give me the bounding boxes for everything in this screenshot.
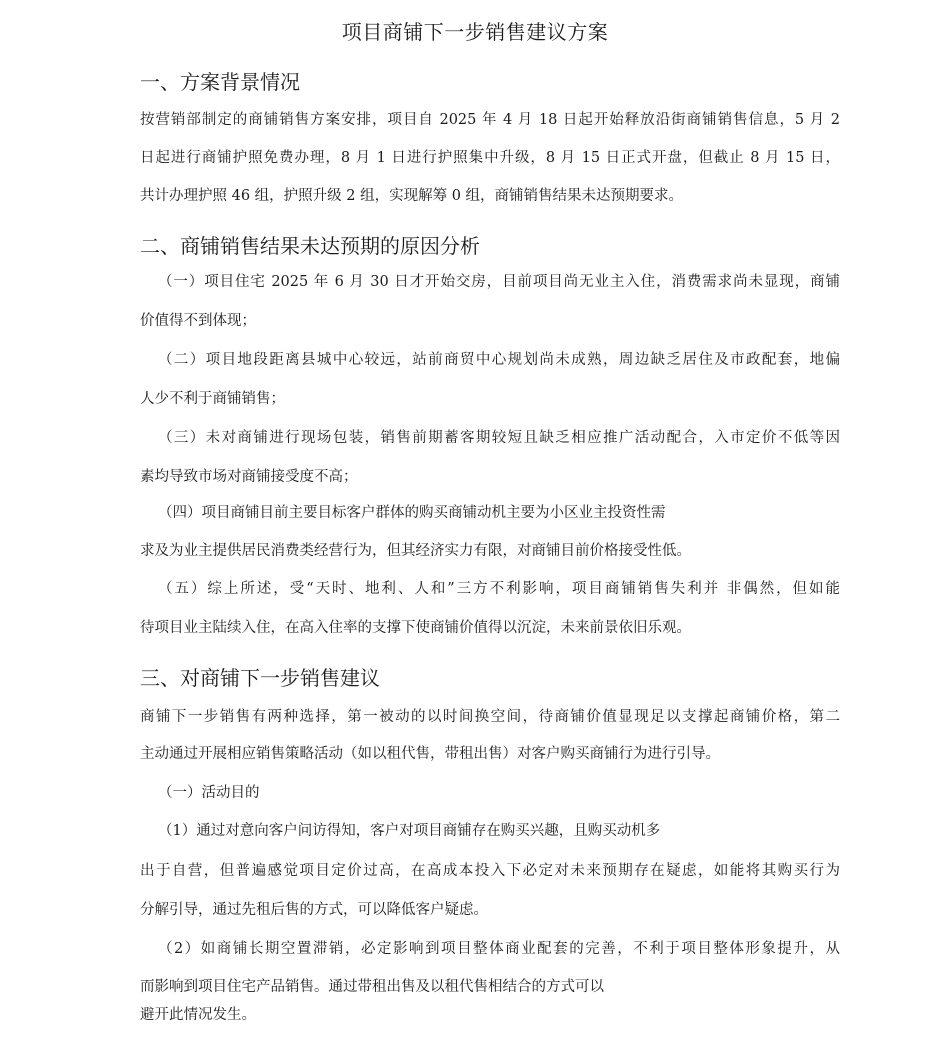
paragraph-line: 按营销部制定的商铺销售方案安排，项目自 2025 年 4 月 18 日起开始释放沿街商铺销售信息，5 月 2 [140,112,840,128]
paragraph-line: 主动通过开展相应销售策略活动（如以租代售，带租出售）对客户购买商铺行为进行引导。 [140,746,720,762]
paragraph-line: （2）如商铺长期空置滞销，必定影响到项目整体商业配套的完善，不利于项目整体形象提升，从 [158,941,840,957]
paragraph-line: 分解引导，通过先租后售的方式，可以降低客户疑虑。 [140,902,488,918]
paragraph-line: 素均导致市场对商铺接受度不高； [140,469,358,485]
paragraph-line: 价值得不到体现； [140,313,256,329]
paragraph-line: （四）项目商铺目前主要目标客户群体的购买商铺动机主要为小区业主投资性需 [158,505,666,521]
paragraph-line: （一）项目住宅 2025 年 6 月 30 日才开始交房，目前项目尚无业主入住，消费需求尚未显现，商铺 [158,274,840,290]
paragraph-line: （五）综上所述，受“天时、地利、人和”三方不利影响，项目商铺销售失利并 非偶然，但如能 [158,581,840,597]
document-title: 项目商铺下一步销售建议方案 [341,20,609,44]
paragraph-line: 待项目业主陆续入住，在高入住率的支撑下使商铺价值得以沉淀，未来前景依旧乐观。 [140,620,691,636]
paragraph-line: （一）活动目的 [158,785,260,801]
paragraph-line: 而影响到项目住宅产品销售。通过带租出售及以租代售相结合的方式可以 [140,979,604,995]
paragraph-line: （三）未对商铺进行现场包装，销售前期蓄客期较短且缺乏相应推广活动配合，入市定价不低等因 [158,430,840,446]
section-heading-background: 一、方案背景情况 [140,70,300,94]
paragraph-line: 商铺下一步销售有两种选择，第一被动的以时间换空间，待商铺价值显现足以支撑起商铺价格，第二 [140,709,840,725]
paragraph-line: 人少不利于商铺销售； [140,391,285,407]
paragraph-line: 日起进行商铺护照免费办理，8 月 1 日进行护照集中升级，8 月 15 日正式开盘，但截止 8 月 15 日， [140,150,840,166]
paragraph-line: （1）通过对意向客户问访得知，客户对项目商铺存在购买兴趣，且购买动机多 [158,823,661,839]
paragraph-line: 出于自营，但普遍感觉项目定价过高，在高成本投入下必定对未来预期存在疑虑，如能将其购买行为 [140,863,840,879]
paragraph-line: 共计办理护照 46 组，护照升级 2 组，实现解筹 0 组，商铺销售结果未达预期要求。 [140,188,684,204]
section-heading-suggestion: 三、对商铺下一步销售建议 [140,666,380,690]
paragraph-line: 避开此情况发生。 [140,1007,256,1023]
section-heading-analysis: 二、商铺销售结果未达预期的原因分析 [140,234,480,258]
paragraph-line: （二）项目地段距离县城中心较远，站前商贸中心规划尚未成熟，周边缺乏居住及市政配套，地偏 [158,352,840,368]
paragraph-line: 求及为业主提供居民消费类经营行为，但其经济实力有限，对商铺目前价格接受性低。 [140,543,691,559]
